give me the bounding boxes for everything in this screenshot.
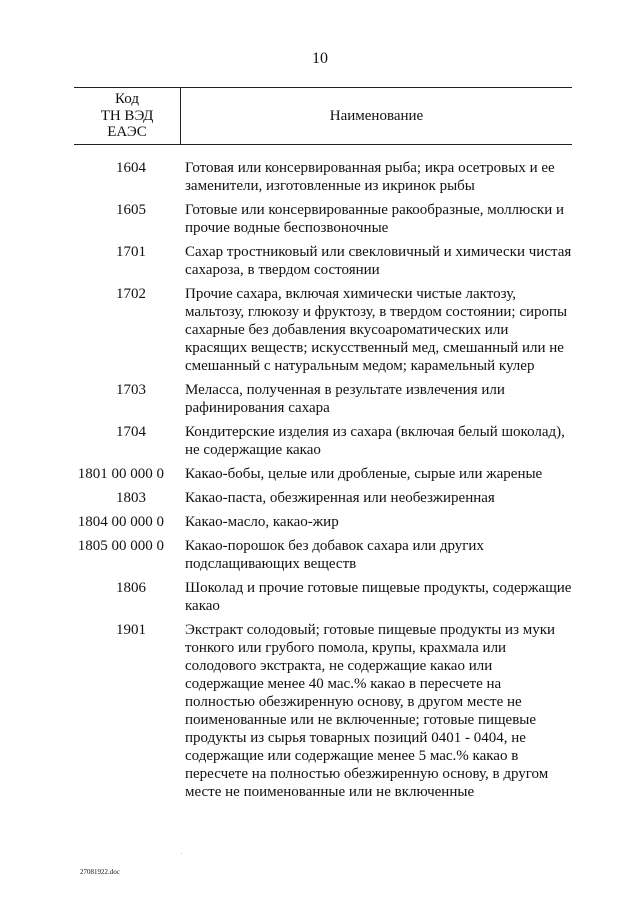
table-row <box>74 621 574 801</box>
table-body <box>74 159 574 807</box>
page-number: 10 <box>312 50 328 67</box>
row-description: Какао-бобы, целые или дробленые, сырые или жареные <box>185 466 543 482</box>
row-description: Готовые или консервированные ракообразные, моллюски и прочие водные беспозвоночные <box>185 202 564 236</box>
table-row <box>74 513 574 531</box>
row-description: Какао-паста, обезжиренная или необезжиренная <box>185 490 495 506</box>
table-row <box>74 465 574 483</box>
row-description: Меласса, полученная в результате извлечения или рафинирования сахара <box>185 382 505 416</box>
row-code: 1701 <box>116 244 146 260</box>
table-row <box>74 537 574 573</box>
row-description: Экстракт солодовый; готовые пищевые продукты из муки тонкого или грубого помола, крупы, крахмала или солодового экстракта, не содержащие какао или содержащие менее 40 мас.% какао в пересчете на полностью обезжиренную основу, в другом месте не поименованные или не включенные; готовые пищевые продукты из сырья товарных позиций 0401 - 0404, не содержащие или содержащие менее 5 мас.% какао в пересчете на полностью обезжиренную основу, в другом месте не поименованные или не включенные <box>185 622 556 800</box>
footer-mark: . <box>181 850 183 856</box>
footer-filename: 27081922.doc <box>80 868 120 876</box>
table-header <box>74 87 572 145</box>
row-code: 1805 00 000 0 <box>77 538 164 554</box>
row-code: 1605 <box>116 202 146 218</box>
row-description: Сахар тростниковый или свекловичный и химически чистая сахароза, в твердом состоянии <box>185 244 572 278</box>
row-description: Прочие сахара, включая химически чистые лактозу, мальтозу, глюкозу и фруктозу, в твердом состоянии; сиропы сахарные без добавления вкусоароматических или красящих веществ; искусственный мед, смешанный или не смешанный с натуральным медом; карамельный кулер <box>185 286 568 374</box>
table-row <box>74 381 574 417</box>
row-code: 1703 <box>116 382 146 398</box>
row-description: Какао-порошок без добавок сахара или других подслащивающих веществ <box>185 538 484 572</box>
row-code: 1801 00 000 0 <box>77 466 164 482</box>
table-row <box>74 285 574 375</box>
row-code: 1803 <box>116 490 146 506</box>
table-row <box>74 159 574 195</box>
table-row <box>74 423 574 459</box>
table-row <box>74 201 574 237</box>
row-code: 1702 <box>116 286 146 302</box>
row-code: 1704 <box>116 424 146 440</box>
table-row <box>74 579 574 615</box>
row-description: Готовая или консервированная рыба; икра осетровых и ее заменители, изготовленные из икринок рыбы <box>185 160 555 194</box>
row-description: Какао-масло, какао-жир <box>185 514 339 530</box>
header-code-cell <box>74 88 181 144</box>
row-code: 1604 <box>116 160 146 176</box>
header-code-label: Код ТН ВЭД ЕАЭС <box>100 91 154 141</box>
row-code: 1901 <box>116 622 146 638</box>
row-description: Шоколад и прочие готовые пищевые продукты, содержащие какао <box>185 580 572 614</box>
row-code: 1804 00 000 0 <box>77 514 164 530</box>
table-row <box>74 489 574 507</box>
header-name-label: Наименование <box>329 107 424 124</box>
row-description: Кондитерские изделия из сахара (включая белый шоколад), не содержащие какао <box>185 424 565 458</box>
table-row <box>74 243 574 279</box>
row-code: 1806 <box>116 580 146 596</box>
